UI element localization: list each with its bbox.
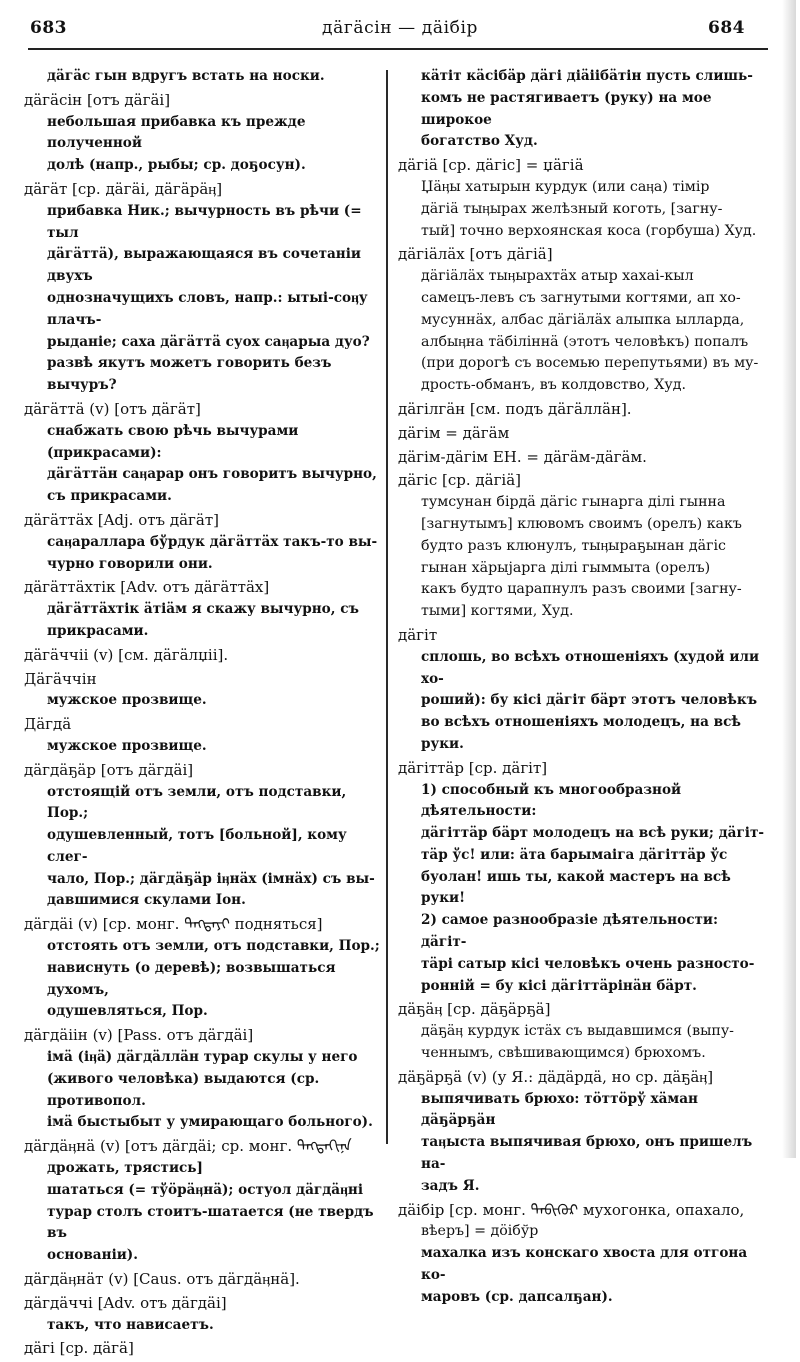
- entry-example-line: какъ будто царапнулъ разъ своими [загну-: [421, 581, 742, 598]
- entry-headword: дäҕäӊ [ср. дäҕäрҕä]: [398, 1000, 551, 1019]
- entry-definition-line: iмä быстыбыт у умирающаго больного).: [47, 1114, 373, 1131]
- dictionary-entry: [398, 155, 768, 242]
- entry-headword: Дäгдä: [24, 715, 72, 734]
- dictionary-entry: [24, 90, 380, 177]
- entry-definition-line: чурно говорили они.: [47, 555, 213, 572]
- entry-headword: дäгäччii (v) [см. дäгäлџii].: [24, 645, 229, 664]
- dictionary-entry: [398, 758, 768, 998]
- entry-headword: дäгдäi (v) [ср. монг. ᠳᠡᠭᠳᠡᠶᠢ подняться]: [24, 915, 323, 934]
- entry-example-line: [загнутымъ] клювомъ своимъ (орелъ) какъ: [421, 515, 742, 532]
- entry-definition-line: дäгäс гын вдругъ встать на носки.: [47, 68, 325, 84]
- entry-definition-line: прибавка Ник.; вычурность въ рѣчи (= тыл: [47, 202, 362, 241]
- dictionary-entry: [24, 66, 380, 88]
- entry-definition-line: таӊыста выпячивая брюхо, онъ пришелъ на-: [421, 1134, 753, 1173]
- entry-example-line: дäҕäӊ курдук iстäх съ выдавшимся (выпу-: [421, 1023, 734, 1040]
- entry-definition-line: съ прикрасами.: [47, 488, 172, 505]
- entry-example-line: мусуннäх, албас дäгiäлäх алыпка ылларда,: [421, 311, 745, 328]
- entry-continuation-line: вѣеръ] = дöiбўр: [421, 1223, 539, 1240]
- entry-headword: дäгiäлäх [отъ дäгiä]: [398, 245, 553, 264]
- entry-definition-line: 1) способный къ многообразной дѣятельности:: [421, 781, 682, 820]
- entry-definition-line: маровъ (ср. дапсалҕан).: [421, 1288, 613, 1305]
- header-rule: [28, 48, 768, 50]
- dictionary-entry: [398, 423, 768, 445]
- dictionary-entry: [24, 179, 380, 397]
- dictionary-entry: [398, 447, 768, 469]
- entry-headword: дäгäттä (v) [отъ дäгäт]: [24, 399, 201, 418]
- dictionary-entry: [24, 1025, 380, 1134]
- dictionary-entry: [398, 66, 768, 153]
- dictionary-entry: [24, 1136, 380, 1267]
- dictionary-entry: [398, 470, 768, 623]
- dictionary-entry: [24, 714, 380, 758]
- entry-example-line: будто разъ клюнулъ, тыӊыраҕынан дäгiс: [421, 537, 726, 554]
- entry-headword: дäгдäччi [Adv. отъ дäгдäi]: [24, 1293, 227, 1312]
- entry-definition-line: мужское прозвище.: [47, 692, 207, 709]
- entry-definition-line: во всѣхъ отношенiяхъ молодецъ, на всѣ руки.: [421, 714, 741, 752]
- page-edge-shadow: [782, 0, 796, 1158]
- entry-definition-line: отстоять отъ земли, отъ подставки, Пор.;: [47, 938, 380, 955]
- entry-headword: дäгäттäхтiк [Adv. отъ дäгäттäх]: [24, 578, 270, 597]
- entry-definition-line: дäгäттäн саӊарар онъ говоритъ вычурно,: [47, 466, 377, 483]
- dictionary-entry: [398, 244, 768, 397]
- entry-definition-line: однозначущихъ словъ, напр.: ытыi-соӊу плачъ-: [47, 289, 368, 328]
- entry-definition-line: дäгiттäр бäрт молодецъ на всѣ руки; дäгiт-: [421, 825, 765, 842]
- entry-example-line: дрость-обманъ, въ колдовство, Худ.: [421, 377, 686, 394]
- entry-headword: дäгдäӊнä (v) [отъ дäгдäi; ср. монг. ᠳᠡᠭᠳᠡᠭᠢᠨᠡ: [24, 1137, 352, 1156]
- entry-headword: дäҕäрҕä (v) (у Я.: дäдäрдä, но ср. дäҕäӊ]: [398, 1067, 714, 1086]
- dictionary-entry: [398, 1200, 768, 1309]
- entry-definition-line: iмä (iӊä) дäгдäллäн турар скулы у него: [47, 1049, 358, 1066]
- entry-headword: Дäгäччiн: [24, 669, 97, 688]
- entry-definition-line: шататься (= тўöрäӊнä); остуол дäгдäӊнi: [47, 1181, 364, 1198]
- entry-headword: дäгiс [ср. дäгiä]: [398, 471, 522, 490]
- entry-example-line: тыми] когтями, Худ.: [421, 603, 574, 620]
- entry-definition-line: давшимися скулами Iон.: [47, 892, 246, 909]
- entry-definition-line: выпячивать брюхо: тöттöрў хäман дäҕäрҕäн: [421, 1090, 698, 1129]
- entry-definition-line: богатство Худ.: [421, 133, 538, 150]
- entry-headword: дäгiм-дäгiм ЕН. = дäгäм-дäгäм.: [398, 447, 647, 466]
- entry-definition-line: сплошь, во всѣхъ отношенiяхъ (худой или хо-: [421, 648, 760, 687]
- dictionary-entry: [24, 1269, 380, 1291]
- entry-headword: дäгiä [ср. дäгiс] = џäгiä: [398, 156, 584, 175]
- entry-definition-line: роннiй = бу кiсi дäгiттäрiнäн бäрт.: [421, 977, 697, 994]
- entry-definition-line: кäтiт кäсiбäр дäгi дiäiiбäтiн пусть слишь-: [421, 68, 753, 84]
- dictionary-entry: [24, 510, 380, 575]
- dictionary-entry: [398, 625, 768, 756]
- entry-example-line: дäгiä тыӊырах желѣзный коготь, [загну-: [421, 200, 723, 217]
- entry-headword: дäгдäiiн (v) [Pass. отъ дäгдäi]: [24, 1026, 254, 1045]
- entry-definition-line: долѣ (напр., рыбы; ср. доҕосун).: [47, 157, 306, 174]
- entry-headword: дäгдäӊнäт (v) [Caus. отъ дäгдäӊнä].: [24, 1270, 300, 1289]
- entry-example-line: (при дорогѣ съ восемью перепутьями) въ му-: [421, 355, 759, 372]
- entry-definition-line: рыданiе; саха дäгäттä суох саӊарыа дуо?: [47, 333, 370, 350]
- dictionary-entry: [24, 1338, 380, 1360]
- entry-definition-line: основанiи).: [47, 1247, 138, 1264]
- entry-definition-line: мужское прозвище.: [47, 737, 207, 754]
- entry-definition-line: такъ, что нависаетъ.: [47, 1316, 214, 1333]
- dictionary-entry: [24, 760, 380, 913]
- entry-definition-line: тäр ўс! или: äта барымаiга дäгiттäр ўс: [421, 846, 728, 863]
- entry-headword: дäгäсiн [отъ дäгäi]: [24, 90, 171, 109]
- entry-headword: дäгдäҕäр [отъ дäгдäi]: [24, 760, 194, 779]
- dictionary-entry: [24, 669, 380, 713]
- dictionary-entry: [398, 1067, 768, 1198]
- entry-definition-line: роший): бу кiсi дäгiт бäрт этотъ человѣкъ: [421, 692, 758, 709]
- entry-definition-line: 2) самое разнообразiе дѣятельности: дäгiт-: [421, 912, 718, 951]
- dictionary-entry: [398, 399, 768, 421]
- entry-definition-line: задъ Я.: [421, 1177, 480, 1194]
- entry-example-line: тумсунан бiрдä дäгiс гынарга дiлi гынна: [421, 494, 726, 511]
- entry-example-line: дäгiäлäх тыӊырахтäх атыр хахаi-кыл: [421, 268, 694, 285]
- entry-example-line: албыӊна тäбiлiннä (этотъ человѣкъ) попалъ: [421, 333, 749, 350]
- running-head: дäгäсiн — дäiбiр: [322, 18, 478, 38]
- entry-definition-line: буолан! ишь ты, какой мастеръ на всѣ руки!: [421, 868, 731, 907]
- dictionary-entry: [24, 399, 380, 508]
- entry-definition-line: одушевленный, тотъ [больной], кому слег-: [47, 827, 347, 865]
- entry-definition-line: саӊаралларa бўрдук дäгäттäх такъ-то вы-: [47, 533, 378, 550]
- entry-headword: дäгiттäр [ср. дäгiт]: [398, 758, 548, 777]
- right-column: [398, 66, 768, 1311]
- entry-definition-line: махалка изъ конскаго хвоста для отгона ко-: [421, 1245, 748, 1284]
- entry-definition-line: нависнуть (о деревѣ); возвышаться духомъ,: [47, 959, 336, 998]
- entry-headword: дäгäт [ср. дäгäi, дäгäрäӊ]: [24, 179, 223, 198]
- entry-example-line: Џäӊы хатырын курдук (или саӊа) тiмiр: [421, 178, 710, 195]
- entry-definition-line: одушевляться, Пор.: [47, 1003, 208, 1020]
- entry-definition-line: (живого человѣка) выдаются (ср. противопол.: [47, 1070, 320, 1109]
- entry-definition-line: небольшая прибавка къ прежде полученной: [47, 113, 306, 152]
- dictionary-entry: [24, 645, 380, 667]
- entry-example-line: ченнымъ, свѣшивающимся) брюхомъ.: [421, 1045, 706, 1062]
- entry-definition-line: дäгäттäхтiк äтiäм я скажу вычурно, съ: [47, 601, 359, 618]
- entry-definition-line: чало, Пор.; дäгдäҕäр iӊнäх (iмнäх) съ вы-: [47, 870, 375, 887]
- entry-definition-line: развѣ якутъ можетъ говорить безъ вычуръ?: [47, 355, 332, 394]
- column-divider: [386, 70, 388, 1144]
- entry-headword: дäгiлгäн [см. подъ дäгäллäн].: [398, 399, 632, 418]
- entry-definition-line: комъ не растягиваетъ (руку) на мое широкое: [421, 89, 712, 128]
- page-number-right: 684: [708, 18, 745, 38]
- dictionary-entry: [24, 577, 380, 642]
- entry-definition-line: снабжать свою рѣчь вычурами (прикрасами):: [47, 422, 299, 461]
- entry-headword: дäгiт: [398, 625, 438, 644]
- entry-example-line: тый] точно верхоянская коса (горбуша) Худ.: [421, 222, 757, 239]
- entry-definition-line: отстоящiй отъ земли, отъ подставки, Пор.;: [47, 783, 347, 822]
- entry-headword: дäгäттäх [Adj. отъ дäгäт]: [24, 510, 219, 529]
- dictionary-entry: [24, 914, 380, 1023]
- left-column: [24, 66, 380, 1362]
- entry-definition-line: дäгäттä), выражающаяся въ сочетанiи двухъ: [47, 246, 362, 285]
- dictionary-entry: [398, 999, 768, 1064]
- entry-definition-line: турар столъ стоитъ-шатается (не твердъ въ: [47, 1203, 374, 1242]
- entry-definition-line: прикрасами.: [47, 622, 149, 639]
- entry-definition-line: дрожать, трястись]: [47, 1160, 203, 1177]
- entry-headword: дäгiм = дäгäм: [398, 423, 510, 442]
- page-number-left: 683: [30, 18, 67, 38]
- entry-headword: дäiбiр [ср. монг. ᠳᠡᠪᠢᠭᠦᠷ мухогонка, опахало,: [398, 1200, 745, 1219]
- entry-example-line: гынан хäрыjарга дiлi гыммыта (орелъ): [421, 559, 711, 576]
- entry-definition-line: тäрi сатыр кiсi человѣкъ очень разносто-: [421, 955, 755, 972]
- entry-example-line: самецъ-левъ съ загнутыми когтями, ап хо-: [421, 289, 741, 306]
- entry-headword: дäгi [ср. дäгä]: [24, 1339, 134, 1358]
- dictionary-entry: [24, 1293, 380, 1337]
